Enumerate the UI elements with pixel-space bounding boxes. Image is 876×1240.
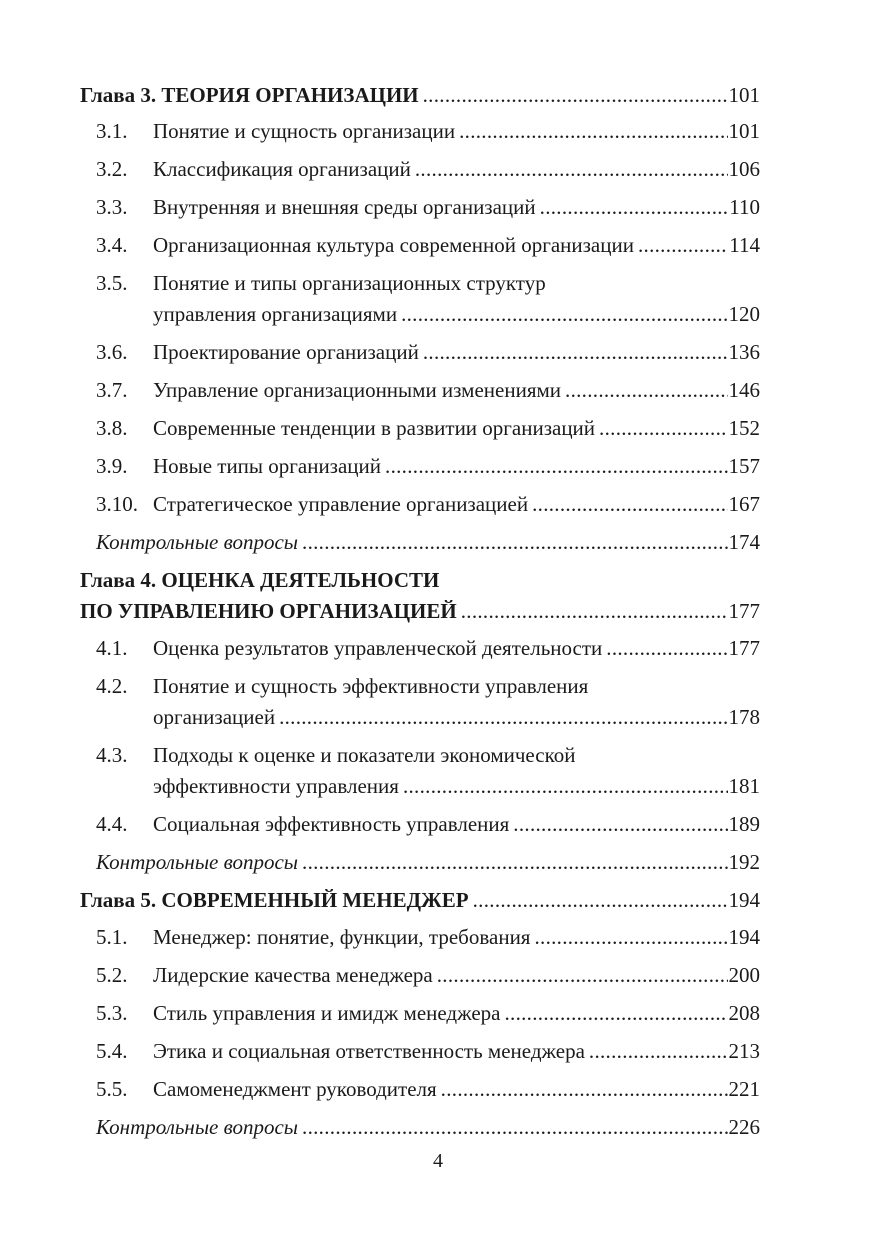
leader-dots xyxy=(504,998,727,1029)
section-number: 4.4. xyxy=(96,812,128,836)
review-questions-title: Контрольные вопросы xyxy=(96,1115,299,1139)
section-number: 3.2. xyxy=(96,157,128,181)
toc-entry-3-9 xyxy=(80,451,760,482)
toc-entry-4-2 xyxy=(80,671,760,733)
page-number: 189 xyxy=(728,812,760,836)
page-number: 194 xyxy=(728,888,760,912)
page-number: 146 xyxy=(728,378,760,402)
page-number: 194 xyxy=(728,925,760,949)
section-number: 4.1. xyxy=(96,636,128,660)
toc-entry-5-2 xyxy=(80,960,760,991)
toc-entry-review-4 xyxy=(80,847,760,878)
section-number: 3.1. xyxy=(96,119,128,143)
section-title-line-1: Понятие и типы организационных структур xyxy=(153,271,546,295)
toc-entry-5-4 xyxy=(80,1036,760,1067)
section-title-line-2: эффективности управления xyxy=(153,774,399,798)
page-number: 200 xyxy=(728,963,760,987)
leader-dots xyxy=(461,596,728,627)
section-number: 3.9. xyxy=(96,454,128,478)
leader-dots xyxy=(302,527,727,558)
section-number: 4.2. xyxy=(96,674,128,698)
page-number: 226 xyxy=(728,1115,760,1139)
toc-entry-3-4 xyxy=(80,230,760,261)
toc-entry-3-6 xyxy=(80,337,760,368)
section-title: Современные тенденции в развитии организаций xyxy=(153,416,596,440)
page-number: 181 xyxy=(728,774,760,798)
leader-dots xyxy=(415,154,728,185)
section-title: Этика и социальная ответственность менеджера xyxy=(153,1039,585,1063)
page-number: 213 xyxy=(728,1039,760,1063)
section-title: Лидерские качества менеджера xyxy=(153,963,433,987)
leader-dots xyxy=(540,192,729,223)
toc-entry-3-8 xyxy=(80,413,760,444)
section-title: Социальная эффективность управления xyxy=(153,812,510,836)
review-questions-title: Контрольные вопросы xyxy=(96,530,299,554)
section-number: 3.10. xyxy=(96,492,138,516)
section-number: 3.6. xyxy=(96,340,128,364)
toc-entry-4-1 xyxy=(80,633,760,664)
section-title: Оценка результатов управленческой деятельности xyxy=(153,636,603,660)
leader-dots xyxy=(589,1036,728,1067)
review-questions-title: Контрольные вопросы xyxy=(96,850,299,874)
page-number: 167 xyxy=(728,492,760,516)
leader-dots xyxy=(534,922,727,953)
toc-entry-3-3 xyxy=(80,192,760,223)
toc-entry-3-1 xyxy=(80,116,760,147)
page-number: 157 xyxy=(728,454,760,478)
chapter-title: Глава 5. СОВРЕМЕННЫЙ МЕНЕДЖЕР xyxy=(80,888,469,912)
page-number: 114 xyxy=(729,233,760,257)
toc-entry-4-4 xyxy=(80,809,760,840)
section-title: Управление организационными изменениями xyxy=(153,378,562,402)
section-title: Организационная культура современной организации xyxy=(153,233,634,257)
table-of-contents xyxy=(80,80,760,1143)
page-number: 178 xyxy=(728,705,760,729)
section-title: Стиль управления и имидж менеджера xyxy=(153,1001,501,1025)
chapter-title-line-2: ПО УПРАВЛЕНИЮ ОРГАНИЗАЦИЕЙ xyxy=(80,599,457,623)
leader-dots xyxy=(606,633,727,664)
leader-dots xyxy=(279,702,727,733)
leader-dots xyxy=(401,299,727,330)
leader-dots xyxy=(459,116,727,147)
section-title-line-2: управления организациями xyxy=(153,302,398,326)
section-title: Классификация организаций xyxy=(153,157,411,181)
leader-dots xyxy=(423,337,728,368)
page-number: 174 xyxy=(728,530,760,554)
page-number: 152 xyxy=(728,416,760,440)
chapter-4-heading xyxy=(80,565,760,627)
page-number: 192 xyxy=(728,850,760,874)
section-number: 4.3. xyxy=(96,743,128,767)
toc-entry-3-7 xyxy=(80,375,760,406)
page-number: 101 xyxy=(728,119,760,143)
leader-dots xyxy=(513,809,727,840)
toc-entry-review-5 xyxy=(80,1112,760,1143)
toc-entry-5-5 xyxy=(80,1074,760,1105)
page-number: 136 xyxy=(728,340,760,364)
section-title-line-2: организацией xyxy=(153,705,276,729)
leader-dots xyxy=(599,413,727,444)
leader-dots xyxy=(302,1112,727,1143)
section-title-line-1: Подходы к оценке и показатели экономической xyxy=(153,743,576,767)
section-title-line-1: Понятие и сущность эффективности управления xyxy=(153,674,589,698)
section-title: Внутренняя и внешняя среды организаций xyxy=(153,195,536,219)
section-title: Менеджер: понятие, функции, требования xyxy=(153,925,531,949)
leader-dots xyxy=(638,230,728,261)
toc-entry-review-3 xyxy=(80,527,760,558)
toc-entry-3-5 xyxy=(80,268,760,330)
leader-dots xyxy=(437,960,728,991)
section-number: 5.1. xyxy=(96,925,128,949)
section-title: Стратегическое управление организацией xyxy=(153,492,529,516)
toc-entry-3-2 xyxy=(80,154,760,185)
leader-dots xyxy=(532,489,727,520)
toc-entry-4-3 xyxy=(80,740,760,802)
page-number: 101 xyxy=(728,83,760,107)
toc-entry-5-1 xyxy=(80,922,760,953)
section-number: 3.7. xyxy=(96,378,128,402)
leader-dots xyxy=(473,885,728,916)
section-number: 5.2. xyxy=(96,963,128,987)
section-number: 3.3. xyxy=(96,195,128,219)
page-number: 110 xyxy=(729,195,760,219)
page-number: 208 xyxy=(728,1001,760,1025)
page-number: 120 xyxy=(728,302,760,326)
leader-dots xyxy=(423,80,728,111)
section-number: 3.8. xyxy=(96,416,128,440)
chapter-5-heading xyxy=(80,885,760,916)
section-number: 5.5. xyxy=(96,1077,128,1101)
leader-dots xyxy=(302,847,727,878)
leader-dots xyxy=(441,1074,728,1105)
chapter-title-line-1: Глава 4. ОЦЕНКА ДЕЯТЕЛЬНОСТИ xyxy=(80,568,440,592)
page-number: 177 xyxy=(728,599,760,623)
chapter-title: Глава 3. ТЕОРИЯ ОРГАНИЗАЦИИ xyxy=(80,83,419,107)
page-number: 177 xyxy=(728,636,760,660)
chapter-3-heading xyxy=(80,80,760,111)
leader-dots xyxy=(565,375,727,406)
page-footer-number: 4 xyxy=(433,1150,443,1172)
toc-entry-3-10 xyxy=(80,489,760,520)
page-number: 221 xyxy=(728,1077,760,1101)
section-title: Понятие и сущность организации xyxy=(153,119,456,143)
section-title: Новые типы организаций xyxy=(153,454,382,478)
section-title: Проектирование организаций xyxy=(153,340,419,364)
section-number: 3.5. xyxy=(96,271,128,295)
page-number: 106 xyxy=(728,157,760,181)
section-number: 5.3. xyxy=(96,1001,128,1025)
section-title: Самоменеджмент руководителя xyxy=(153,1077,437,1101)
section-number: 5.4. xyxy=(96,1039,128,1063)
toc-entry-5-3 xyxy=(80,998,760,1029)
section-number: 3.4. xyxy=(96,233,128,257)
leader-dots xyxy=(385,451,727,482)
leader-dots xyxy=(403,771,728,802)
